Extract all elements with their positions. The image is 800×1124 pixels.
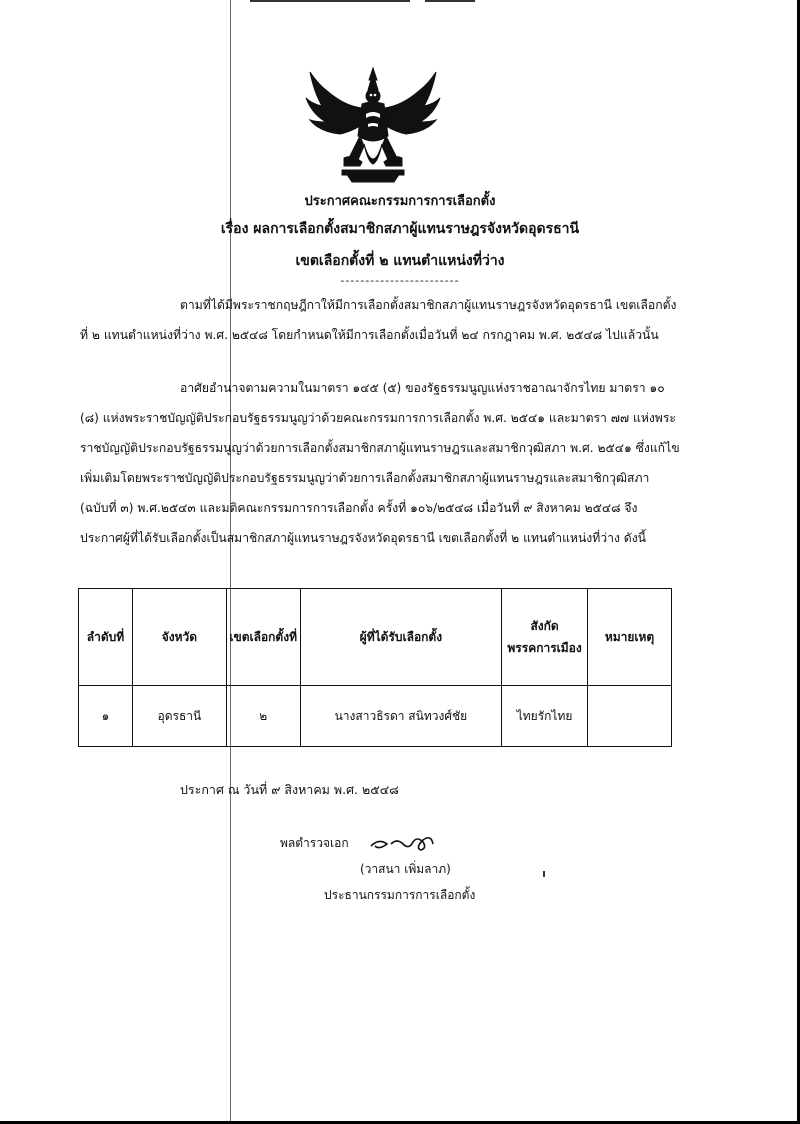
signature-block — [280, 830, 580, 908]
column-header-district: เขตเลือกตั้งที่ — [226, 589, 300, 686]
table-row — [79, 686, 672, 747]
cell-remarks — [588, 686, 672, 747]
cell-party: ไทยรักไทย — [502, 686, 588, 747]
body-paragraph — [80, 290, 680, 350]
column-header-remarks: หมายเหตุ — [588, 589, 672, 686]
column-header-elected: ผู้ที่ได้รับเลือกตั้ง — [300, 589, 501, 686]
signer-name: (วาสนา เพิ่มลาภ) — [360, 862, 451, 876]
handwritten-signature — [367, 832, 447, 854]
top-scan-mark — [250, 0, 410, 2]
subject-heading: เรื่อง ผลการเลือกตั้งสมาชิกสภาผู้แทนราษฎรจังหวัดอุดรธานี — [220, 221, 580, 237]
issuer-heading: ประกาศคณะกรรมการการเลือกตั้ง — [304, 194, 496, 209]
cell-district: ๒ — [226, 686, 300, 747]
signer-rank: พลตำรวจเอก — [280, 835, 349, 850]
separator: ------------------------ — [340, 274, 460, 287]
paragraph-text: อาศัยอำนาจตามความในมาตรา ๑๔๕ (๕) ของรัฐธรรมนูญแห่งราชอาณาจักรไทย มาตรา ๑๐ (๘) แห่งพระราชบัญญัติประกอบรัฐธรรมนูญว่าด้วยคณะกรรมการการเลือกตั้ง พ.ศ. ๒๕๔๑ และมาตรา ๗๗ แห่งพระราชบัญญัติประกอบรัฐธรรมนูญว่าด้วยการเลือกตั้งสมาชิกสภาผู้แทนราษฎรและสมาชิกวุฒิสภา พ.ศ. ๒๕๔๑ ซึ่งแก้ไขเพิ่มเติมโดยพระราชบัญญัติประกอบรัฐธรรมนูญว่าด้วยการเลือกตั้งสมาชิกสภาผู้แทนราษฎรและสมาชิกวุฒิสภา (ฉบับที่ ๓) พ.ศ.๒๕๔๓ และมติคณะกรรมการการเลือกตั้ง ครั้งที่ ๑๐๖/๒๕๔๘ เมื่อวันที่ ๙ สิงหาคม ๒๕๔๘ จึงประกาศผู้ที่ได้รับเลือกตั้งเป็นสมาชิกสภาผู้แทนราษฎรจังหวัดอุดรธานี เขตเลือกตั้งที่ ๒ แทนตำแหน่งที่ว่าง ดังนี้ — [80, 381, 680, 545]
cell-province: อุดรธานี — [132, 686, 226, 747]
table-header-row — [79, 589, 672, 686]
column-header-party: สังกัดพรรคการเมือง — [502, 589, 588, 686]
signer-position: ประธานกรรมการการเลือกตั้ง — [324, 888, 476, 902]
column-header-province: จังหวัด — [132, 589, 226, 686]
paragraph-text: ตามที่ได้มีพระราชกฤษฎีกาให้มีการเลือกตั้งสมาชิกสภาผู้แทนราษฎรจังหวัดอุดรธานี เขตเลือกตั้งที่ ๒ แทนตำแหน่งที่ว่าง พ.ศ. ๒๕๔๘ โดยกำหนดให้มีการเลือกตั้งเมื่อวันที่ ๒๔ กรกฎาคม พ.ศ. ๒๕๔๘ ไปแล้วนั้น — [80, 298, 677, 342]
body-paragraph — [80, 373, 680, 553]
garuda-emblem-icon — [304, 66, 442, 186]
announcement-date: ประกาศ ณ วันที่ ๙ สิงหาคม พ.ศ. ๒๕๔๘ — [180, 782, 399, 797]
election-results-table — [78, 588, 672, 747]
cell-elected: นางสาวธิรดา สนิทวงศ์ชัย — [300, 686, 501, 747]
top-scan-mark — [425, 0, 475, 2]
cell-no: ๑ — [79, 686, 133, 747]
fold-line — [230, 0, 231, 1124]
subject-heading-line2: เขตเลือกตั้งที่ ๒ แทนตำแหน่งที่ว่าง — [295, 253, 505, 269]
scan-speck — [543, 871, 545, 877]
column-header-no: ลำดับที่ — [79, 589, 133, 686]
